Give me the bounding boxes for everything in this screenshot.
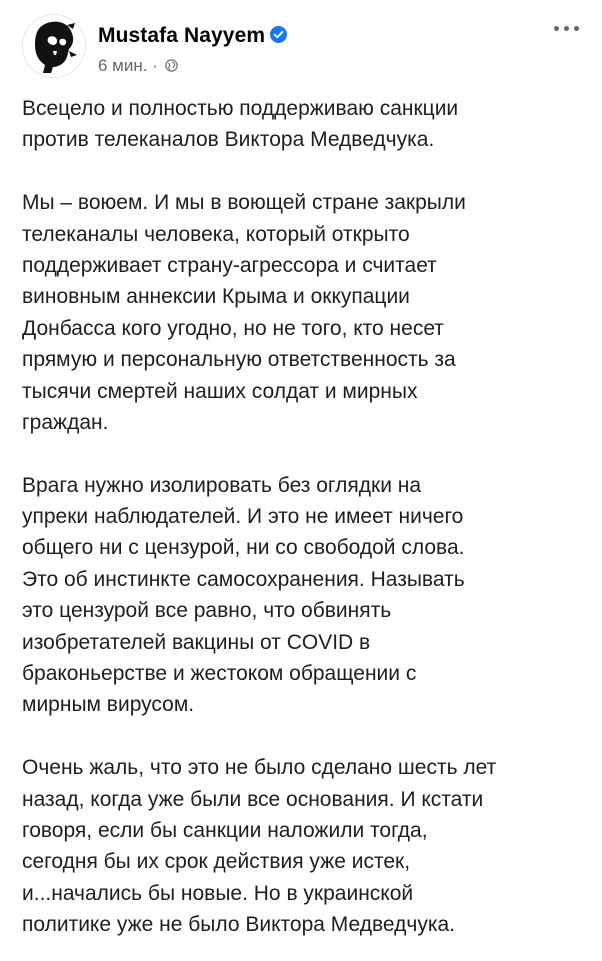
avatar[interactable] (22, 14, 86, 78)
post-time[interactable]: 6 мин. · (98, 56, 158, 75)
paragraph-gap (22, 156, 592, 187)
text-line: общего ни с цензурой, ни со свободой слова. (22, 536, 465, 560)
paragraph (22, 187, 592, 438)
text-line: назад, когда уже были все основания. И кстати (22, 787, 484, 811)
post-header (22, 14, 582, 80)
text-line: говоря, если бы санкции наложили тогда, (22, 818, 428, 842)
post-text (22, 93, 592, 941)
text-line: изобретателей вакцины от COVID в (22, 630, 371, 654)
post-meta (98, 56, 178, 76)
text-line: граждан. (22, 410, 109, 434)
text-line: телеканалы человека, который открыто (22, 222, 410, 246)
text-line: и...начались бы новые. Но в украинской (22, 881, 414, 905)
text-line: браконьерстве и жестоком обращении с (22, 662, 417, 686)
skull-silhouette-avatar-icon (23, 15, 85, 77)
text-line: Врага нужно изолировать без оглядки на (22, 473, 422, 497)
paragraph-gap (22, 438, 592, 469)
paragraph (22, 470, 592, 721)
text-line: прямую и персональную ответственность за (22, 348, 456, 372)
author-name-row (98, 24, 287, 48)
text-line: Это об инстинкте самосохранения. Называть (22, 567, 465, 591)
text-line: мирным вирусом. (22, 693, 195, 717)
text-line: Мы – воюем. И мы в воющей стране закрыли (22, 191, 466, 215)
text-line: тысячи смертей наших солдат и мирных (22, 379, 418, 403)
paragraph-gap (22, 721, 592, 752)
text-line: Очень жаль, что это не было сделано шесть лет (22, 756, 497, 780)
text-line: сегодня бы их срок действия уже истек, (22, 850, 411, 874)
globe-icon (165, 59, 178, 72)
author-name[interactable]: Mustafa Nayyem (98, 24, 266, 47)
paragraph (22, 93, 592, 156)
verified-badge-icon (270, 26, 287, 43)
text-line: это цензурой все равно, что обвинять (22, 599, 392, 623)
ellipsis-icon[interactable] (552, 20, 582, 36)
text-line: Донбасса кого угодно, но не того, кто несет (22, 316, 444, 340)
text-line: против телеканалов Виктора Медведчука. (22, 128, 435, 152)
text-line: поддерживает страну-агрессора и считает (22, 253, 437, 277)
paragraph (22, 752, 592, 940)
text-line: упреки наблюдателей. И это не имеет ничего (22, 505, 464, 529)
text-line: политике уже не было Виктора Медведчука. (22, 913, 456, 937)
text-line: виновным аннексии Крыма и оккупации (22, 285, 410, 309)
text-line: Всецело и полностью поддерживаю санкции (22, 97, 459, 120)
